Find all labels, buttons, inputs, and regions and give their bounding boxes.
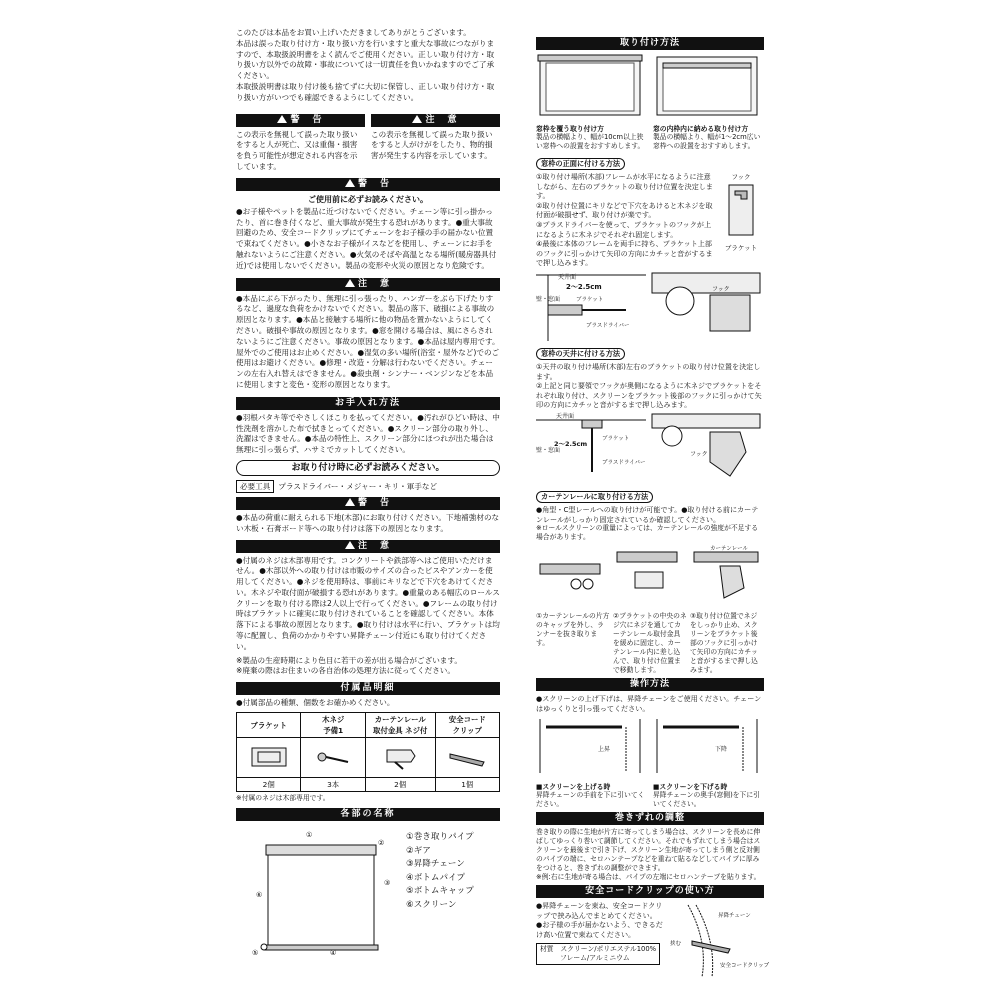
rail-step1-illustration [536,544,608,608]
front-step: ①取り付け場所(木部)フレームが水平になるように注意しながら、左右のブラケットの取り付け位置を決定します。 [536,172,713,201]
warning-triangle-icon [345,498,355,506]
material-screen: スクリーン/ポリエステル100% [560,944,657,953]
intro-p2: 本品は誤った取り付け方・取り扱い方を行いますと重大な事故につながりますので、本取扱説明書をよく読んでご使用ください。正しい取り付け方・取り扱い方以外での故障・事故については一切責任を負いかねますのでご了承ください。 [236,38,495,81]
ceil-step: ①天井の取り付け場所(木部)左右のブラケットの取り付け位置を決定します。 [536,361,761,381]
parts-count-2: 3本 [301,778,365,792]
caution-triangle-icon [412,115,422,123]
inner-frame-illustration [653,53,761,119]
bracket-label: ブラケット [724,244,758,252]
parts-note: ※付属のネジは木部専用です。 [236,794,330,803]
name-item: ④ボトムパイプ [406,872,466,883]
svg-text:②: ② [378,839,385,848]
caution-header: 注 意 [236,278,500,291]
svg-text:ブラケット: ブラケット [602,435,630,442]
ceiling-mount-tag: 窓枠の天井に付ける方法 [536,348,625,360]
parts-header-3: カーテンレール 取付金具 ネジ付 [365,713,435,738]
warning-triangle-icon [345,179,355,187]
material-box [536,943,660,965]
raise-illustration [536,715,644,777]
svg-text:フック: フック [712,285,730,293]
rail-step: ②ブラケットの中央のネジ穴にネジを通してカーテンレール取付金具を緩めに固定し、カーテンレール内に差し込んで、取り付け位置まで移動します。 [613,612,687,675]
install-warning-text: ●本品の荷重に耐えられる下地(木部)にお取り付けください。下地補強材のない木板・石膏ボード等への取り付けは落下の原因となります。 [236,512,500,533]
rail-mount-tag: カーテンレールに取り付ける方法 [536,491,653,503]
raise-title: ■スクリーンを上げる時 [536,783,611,792]
install-caution-text: ●付属のネジは木部専用です。コンクリートや鉄部等へはご使用いただけません。●木部以外への取り付けは市販のサイズの合ったビスやアンカーを使用してください。●ネジを使用時は、事前にキリなどで下穴をあけてください。木ネジや取付面が破損する恐れがあります。●重量のある幅広のロールスクリーンを取り付ける際は2人以上で行ってください。●フレームの取り付け時はブラケットに確実に取り付けされていることを確認してください。本体落下による事故の原因となります。●取り付けは水平に行い、ブラケットは均等に配置し、負荷のかかりやすい昇降チェーン付近にも取り付けてください。 [236,555,500,651]
name-item: ②ギア [406,845,431,856]
method-a-text: 製品の横幅より、幅が10cm以上狭い窓枠への設置をおすすめします。 [536,133,645,150]
tools-text: プラスドライバー・メジャー・キリ・軍手など [278,481,438,491]
warning-def-text: この表示を無視して誤った取り扱いをすると人が死亡、又は重傷・損害を負う可能性が想定される内容を示しています。 [236,129,358,171]
parts-header-4: 安全コード クリップ [435,713,499,738]
rail-step: ③取り付け位置でネジをしっかり止め、スクリーンをブラケット後部のフックに引っかけて矢印の方向にカチッと音がするまで押し込みます。 [690,612,758,675]
clip-illustration [668,901,770,979]
svg-text:①: ① [306,831,313,840]
screw-image [301,738,365,778]
bracket-image [237,738,301,778]
ceiling-mount-illustration [536,412,646,484]
right-column [536,34,770,979]
method-b-title: 窓の内枠内に納める取り付け方 [653,125,749,133]
lower-title: ■スクリーンを下げる時 [653,783,728,792]
parts-names-section [236,825,500,957]
rail-text: ●角型・C型レールへの取り付けが可能です。●取り付ける前にカーテンレールがしっかり固定されているか確認してください。 [536,504,759,524]
svg-text:挟む: 挟む [670,941,682,948]
clip-step: ●昇降チェーンを束ね、安全コードクリップで挟み込んでまとめてください。 [536,901,663,920]
parts-count-3: 2個 [365,778,435,792]
method-a-title: 窓枠を覆う取り付け方 [536,125,604,133]
operation-row [536,715,764,809]
svg-text:④: ④ [330,949,337,958]
caution-def-header: 注 意 [371,114,500,127]
front-step: ③プラスドライバーを使って、ブラケットのフックが上になるように木ネジでそれぞれ固定します。 [536,219,712,239]
warning-triangle-icon [277,115,287,123]
intro-section [236,28,500,104]
rail-steps [536,544,764,675]
parts-header-1: ブラケット [237,713,301,738]
care-text: ●羽根パタキ等でやさしくほこりを払ってください。●汚れがひどい時は、中性洗剤を溶かした布で拭きとってください。●スクリーン部分の取り外し、洗濯はできません。●本品の特性上、スクリーン部分にほつれが出た場合は無理に引っ張らず、ハサミでカットしてください。 [236,412,500,455]
rail-step2-illustration [613,544,685,608]
caution-triangle-icon [345,279,355,287]
front-detail-row [536,271,764,341]
svg-text:フック: フック [690,450,708,458]
svg-text:壁・窓面: 壁・窓面 [536,295,561,303]
install-notice-heading: お取り付け時に必ずお読みください。 [236,460,500,476]
front-step: ②取り付け位置にキリなどで下穴をあけると木ネジを取付面が破損せず、取り付けが楽です。 [536,200,713,220]
care-header: お手入れ方法 [236,397,500,410]
hook-attach-illustration [650,271,762,341]
svg-text:2〜2.5cm: 2〜2.5cm [566,282,602,291]
front-mount-tag: 窓枠の正面に付ける方法 [536,158,625,170]
warning-text: ●お子様やペットを製品に近づけないでください。チェーン等に引っ掛かったり、首に巻き付くなど、重大事故が発生する恐れがあります。●重大事故回避のため、安全コードクリップにてチェーンをお子様の手の届かない位置で束ねてください。●小さなお子様がイスなどを使用し、チェーンにお手を触れないようにご注意ください。●火気のそばや高温となる場所(暖房器具付近)では使用しないでください。製品の変形や火災の原因となり危険です。 [236,206,497,270]
roll-adjust-header: 巻きずれの調整 [536,812,764,825]
name-item: ⑥スクリーン [406,899,457,910]
parts-header-2: 木ネジ 予備1 [301,713,365,738]
note-1: ※製品の生産時期により色目に若干の差が出る場合がございます。 [236,655,462,665]
svg-text:下降: 下降 [715,746,728,754]
svg-text:上昇: 上昇 [598,746,611,754]
operation-header: 操作方法 [536,678,764,691]
svg-text:カーテンレール: カーテンレール [710,546,748,553]
front-mount-illustration [536,271,646,341]
ceiling-illustrations [536,412,764,484]
front-mount-section [536,172,764,268]
front-step: ④最後に本体のフレームを両手に持ち、ブラケット上部のフックに引っかけて矢印の方向にカチッと音がするまで押し込みます。 [536,239,713,268]
rail-step3-illustration [690,544,762,608]
method-b-text: 製品の横幅より、幅が1〜2cm広い窓枠への設置をおすすめします。 [653,133,761,150]
name-item: ①巻き取りパイプ [406,832,474,843]
roll-screen-diagram [236,825,396,957]
roll-adjust-text: 巻き取りの際に生地が片方に寄ってしまう場合は、スクリーンを長めに伸ばしてゆっくり巻いて調節してください。それでもずれてしまう場合はスクリーンを最後まで引き下げ、スクリーン生地が寄ってしまう側と反対側のパイプの端に、セロハンテープなどを重ねて貼るなどしてパイプに厚みをつけると、巻きずれの調整ができます。 [536,828,761,873]
use-before-heading: ご使用前に必ずお読みください。 [308,194,428,204]
operation-text: ●スクリーンの上げ下げは、昇降チェーンをご使用ください。チェーンはゆっくりと引っ張ってください。 [536,694,762,713]
rail-step: ①カーテンレールの片方のキャップを外し、ランナーを抜き取ります。 [536,612,610,648]
svg-text:天井面: 天井面 [558,273,577,281]
hook-label: フック [731,173,751,181]
svg-text:ブラケット: ブラケット [576,296,604,303]
ceiling-hook-illustration [650,412,762,484]
clip-section [536,901,770,979]
material-label: 材質 [540,944,554,953]
ceil-step: ②上記と同じ要領でフックが奥側になるように木ネジでブラケットをそれぞれ取り付け、スクリーンをブラケット後部のフックに引っかけて矢印の方向にカチッと音がするまで押し込みます。 [536,381,762,410]
name-item: ⑤ボトムキャップ [406,886,474,897]
raise-text: 昇降チェーンの手前を下に引いてください。 [536,791,645,809]
clip-header: 安全コードクリップの使い方 [536,885,764,898]
intro-p1: このたびは本品をお買い上げいただきましてありがとうございます。 [236,28,471,37]
methods-row [536,53,764,151]
lower-text: 昇降チェーンの奥手(窓側)を下に引いてください。 [653,791,760,809]
svg-text:プラスドライバー: プラスドライバー [586,322,630,329]
svg-text:安全コードクリップ: 安全コードクリップ [720,963,770,970]
svg-text:昇降チェーン: 昇降チェーン [718,913,751,920]
lower-illustration [653,715,761,777]
roll-adjust-note: ※例:右に生地が寄る場合は、パイプの左端にセロハンテープを貼ります。 [536,873,761,882]
names-list [406,831,474,957]
note-2: ※廃棄の際はお住まいの各自治体の処理方法に従ってください。 [236,666,455,676]
clip-step: ●お子様の手が届かないよう、できるだけ高い位置で束ねてください。 [536,920,663,940]
svg-text:天井面: 天井面 [556,412,575,420]
warning-def-header: 警 告 [236,114,365,127]
clip-image [435,738,499,778]
outer-frame-illustration [536,53,644,119]
svg-text:⑥: ⑥ [256,891,263,900]
material-frame: フレーム/アルミニウム [560,953,630,962]
caution-triangle-icon [345,541,355,549]
svg-text:壁・窓面: 壁・窓面 [536,446,561,454]
warning-header: 警 告 [236,178,500,191]
parts-table [236,712,500,792]
install-caution-header: 注 意 [236,540,500,553]
tools-row [236,480,500,493]
parts-count-1: 2個 [237,778,301,792]
svg-text:③: ③ [384,879,391,888]
install-warning-header: 警 告 [236,497,500,510]
name-item: ③昇降チェーン [406,859,465,870]
parts-intro: ●付属部品の種類、個数をお確かめください。 [236,698,395,708]
rail-fitting-image [365,738,435,778]
symbol-definitions [236,110,500,173]
svg-text:2〜2.5cm: 2〜2.5cm [554,439,588,448]
svg-text:プラスドライバー: プラスドライバー [602,459,646,466]
parts-count-4: 1個 [435,778,499,792]
rail-note: ※ロールスクリーンの重量によっては、カーテンレールの強度が不足する場合があります。 [536,524,759,542]
left-column [236,28,500,957]
intro-p3: 本取扱説明書は取り付け後も捨てずに大切に保管し、正しい取り付け方・取り扱い方がいつでも確認できるようにしてください。 [236,81,495,102]
caution-text: ●本品にぶら下がったり、無理に引っ張ったり、ハンガーをぶら下げたりするなど、過度な負荷をかけないでください。製品の落下、破損による事故の原因となります。●本品と接触する場所に他の物品を置かないようにしてください。破損や事故の原因となります。●窓を開ける場合は、風にさらされないようにご注意ください。事故の原因となります。●本品は屋内専用です。屋外でのご使用はお止めください。●湿気の多い場所(浴室・屋外など)でのご使用はお避けください。●修理・改造・分解は行わないでください。チェーンの左右入れ替えはできません。●殺虫剤・シンナー・ベンジンなどを本品に使用しますと変色・変形の原因となります。 [236,293,500,389]
hook-diagram [718,172,764,268]
method-header: 取り付け方法 [536,37,764,50]
names-header: 各部の名称 [236,808,500,821]
tools-label: 必要工具 [236,480,274,493]
parts-header: 付属品明細 [236,682,500,695]
caution-def-text: この表示を無視して誤った取り扱いをすると人がけがをしたり、物的損害が発生する内容を示しています。 [371,129,493,161]
svg-text:⑤: ⑤ [252,949,259,958]
